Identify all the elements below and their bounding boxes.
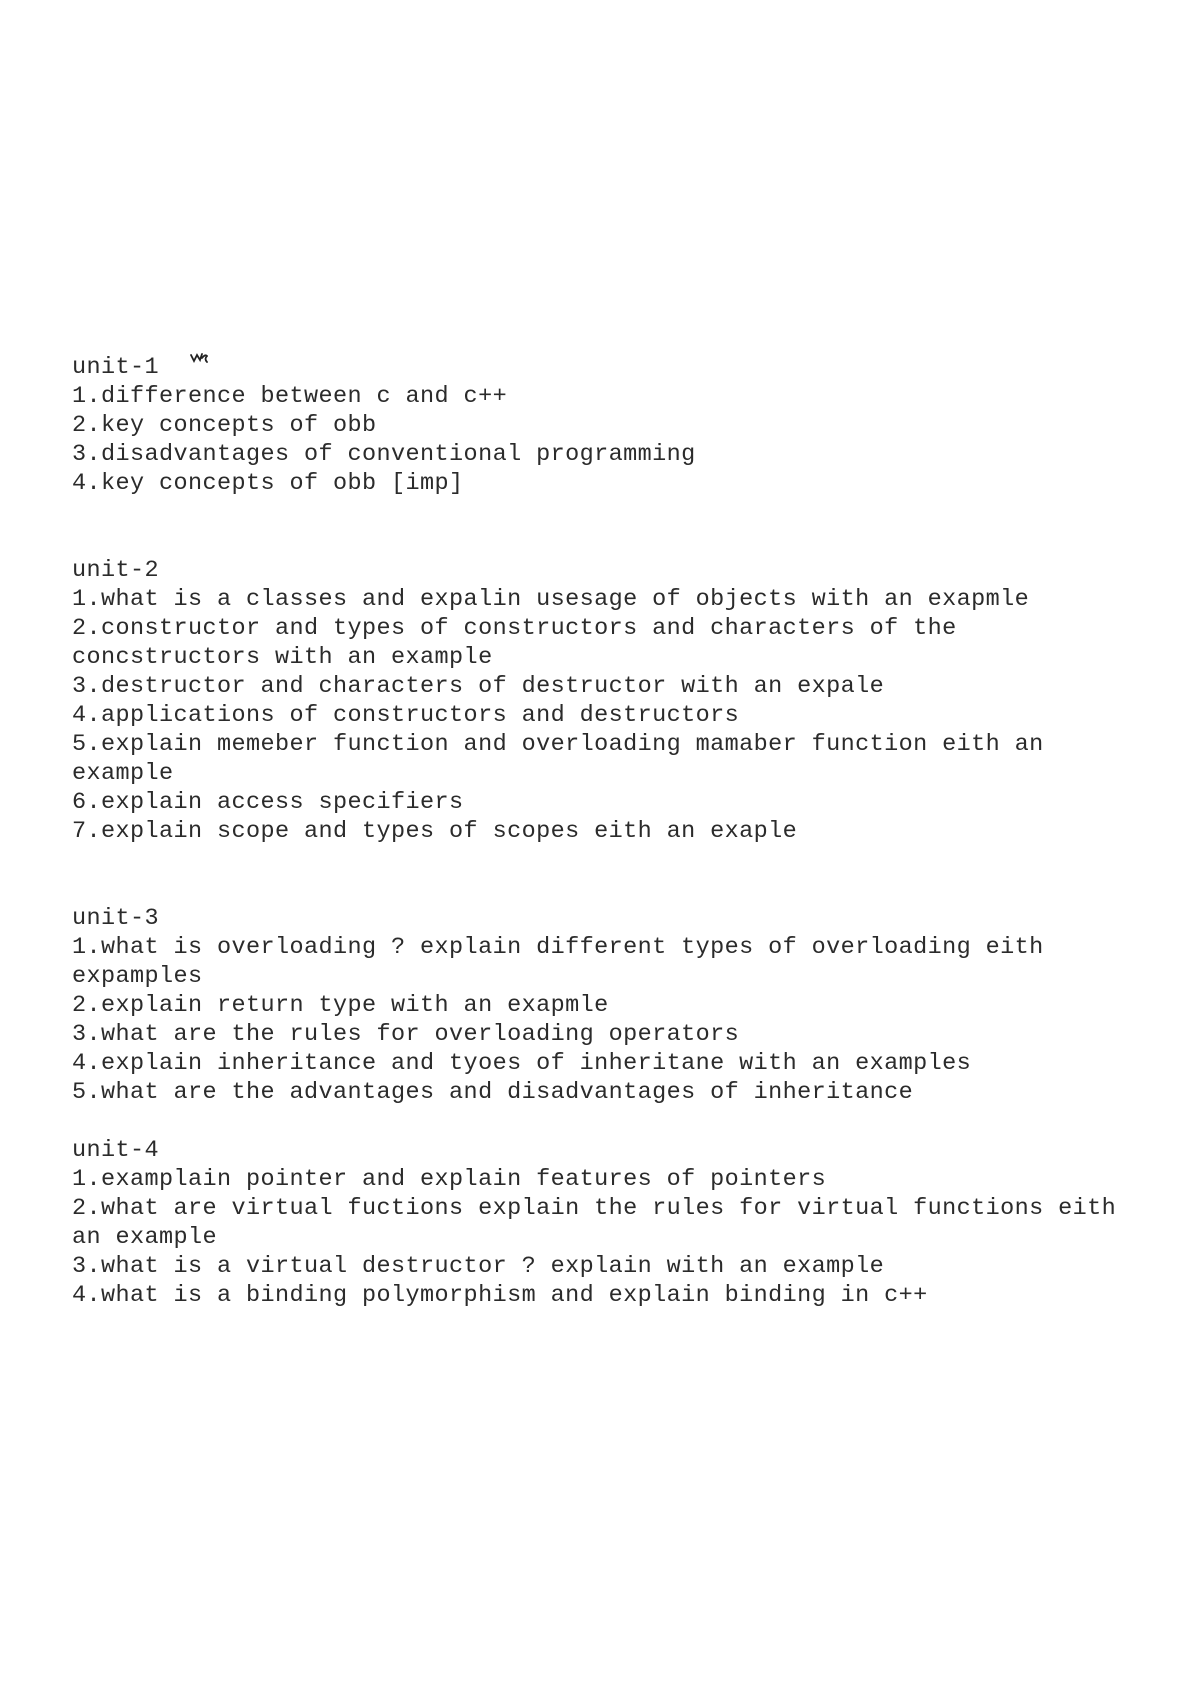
unit-section (72, 353, 1132, 498)
question-item: 3.disadvantages of conventional programming (72, 441, 696, 468)
question-item: 2.key concepts of obb (72, 412, 377, 439)
unit-title: unit-3 (72, 905, 160, 932)
question-item: 1.what is a classes and expalin usesage of objects with an exapmle (72, 586, 1030, 613)
question-item: 3.what is a virtual destructor ? explain with an example (72, 1253, 885, 1280)
question-item: 4.explain inheritance and tyoes of inheritane with an examples (72, 1050, 972, 1077)
question-item: 5.what are the advantages and disadvantages of inheritance (72, 1079, 914, 1106)
question-item: 4.key concepts of obb [imp] (72, 470, 464, 497)
question-list-document (72, 353, 1132, 1310)
question-item: 3.what are the rules for overloading operators (72, 1021, 740, 1048)
question-item: 5.explain memeber function and overloading mamaber function eith an example (72, 731, 1059, 787)
question-item: 2.what are virtual fuctions explain the rules for virtual functions eith an example (72, 1195, 1131, 1251)
unit-section (72, 556, 1132, 846)
unit-title: unit-2 (72, 557, 160, 584)
question-item: 7.explain scope and types of scopes eith an exaple (72, 818, 798, 845)
question-item: 3.destructor and characters of destructor with an expale (72, 673, 885, 700)
unit-title: unit-1 (72, 354, 160, 381)
question-item: 1.examplain pointer and explain features of pointers (72, 1166, 827, 1193)
question-item: 2.constructor and types of constructors and characters of the concstructors with an example (72, 615, 972, 671)
question-item: 4.what is a binding polymorphism and explain binding in c++ (72, 1282, 928, 1309)
unit-section (72, 1136, 1132, 1310)
question-item: 6.explain access specifiers (72, 789, 464, 816)
question-item: 4.applications of constructors and destructors (72, 702, 740, 729)
unit-title: unit-4 (72, 1137, 160, 1164)
question-item: 1.difference between c and c++ (72, 383, 508, 410)
question-item: 2.explain return type with an exapmle (72, 992, 609, 1019)
question-item: 1.what is overloading ? explain different types of overloading eith expamples (72, 934, 1059, 990)
unit-section (72, 904, 1132, 1107)
